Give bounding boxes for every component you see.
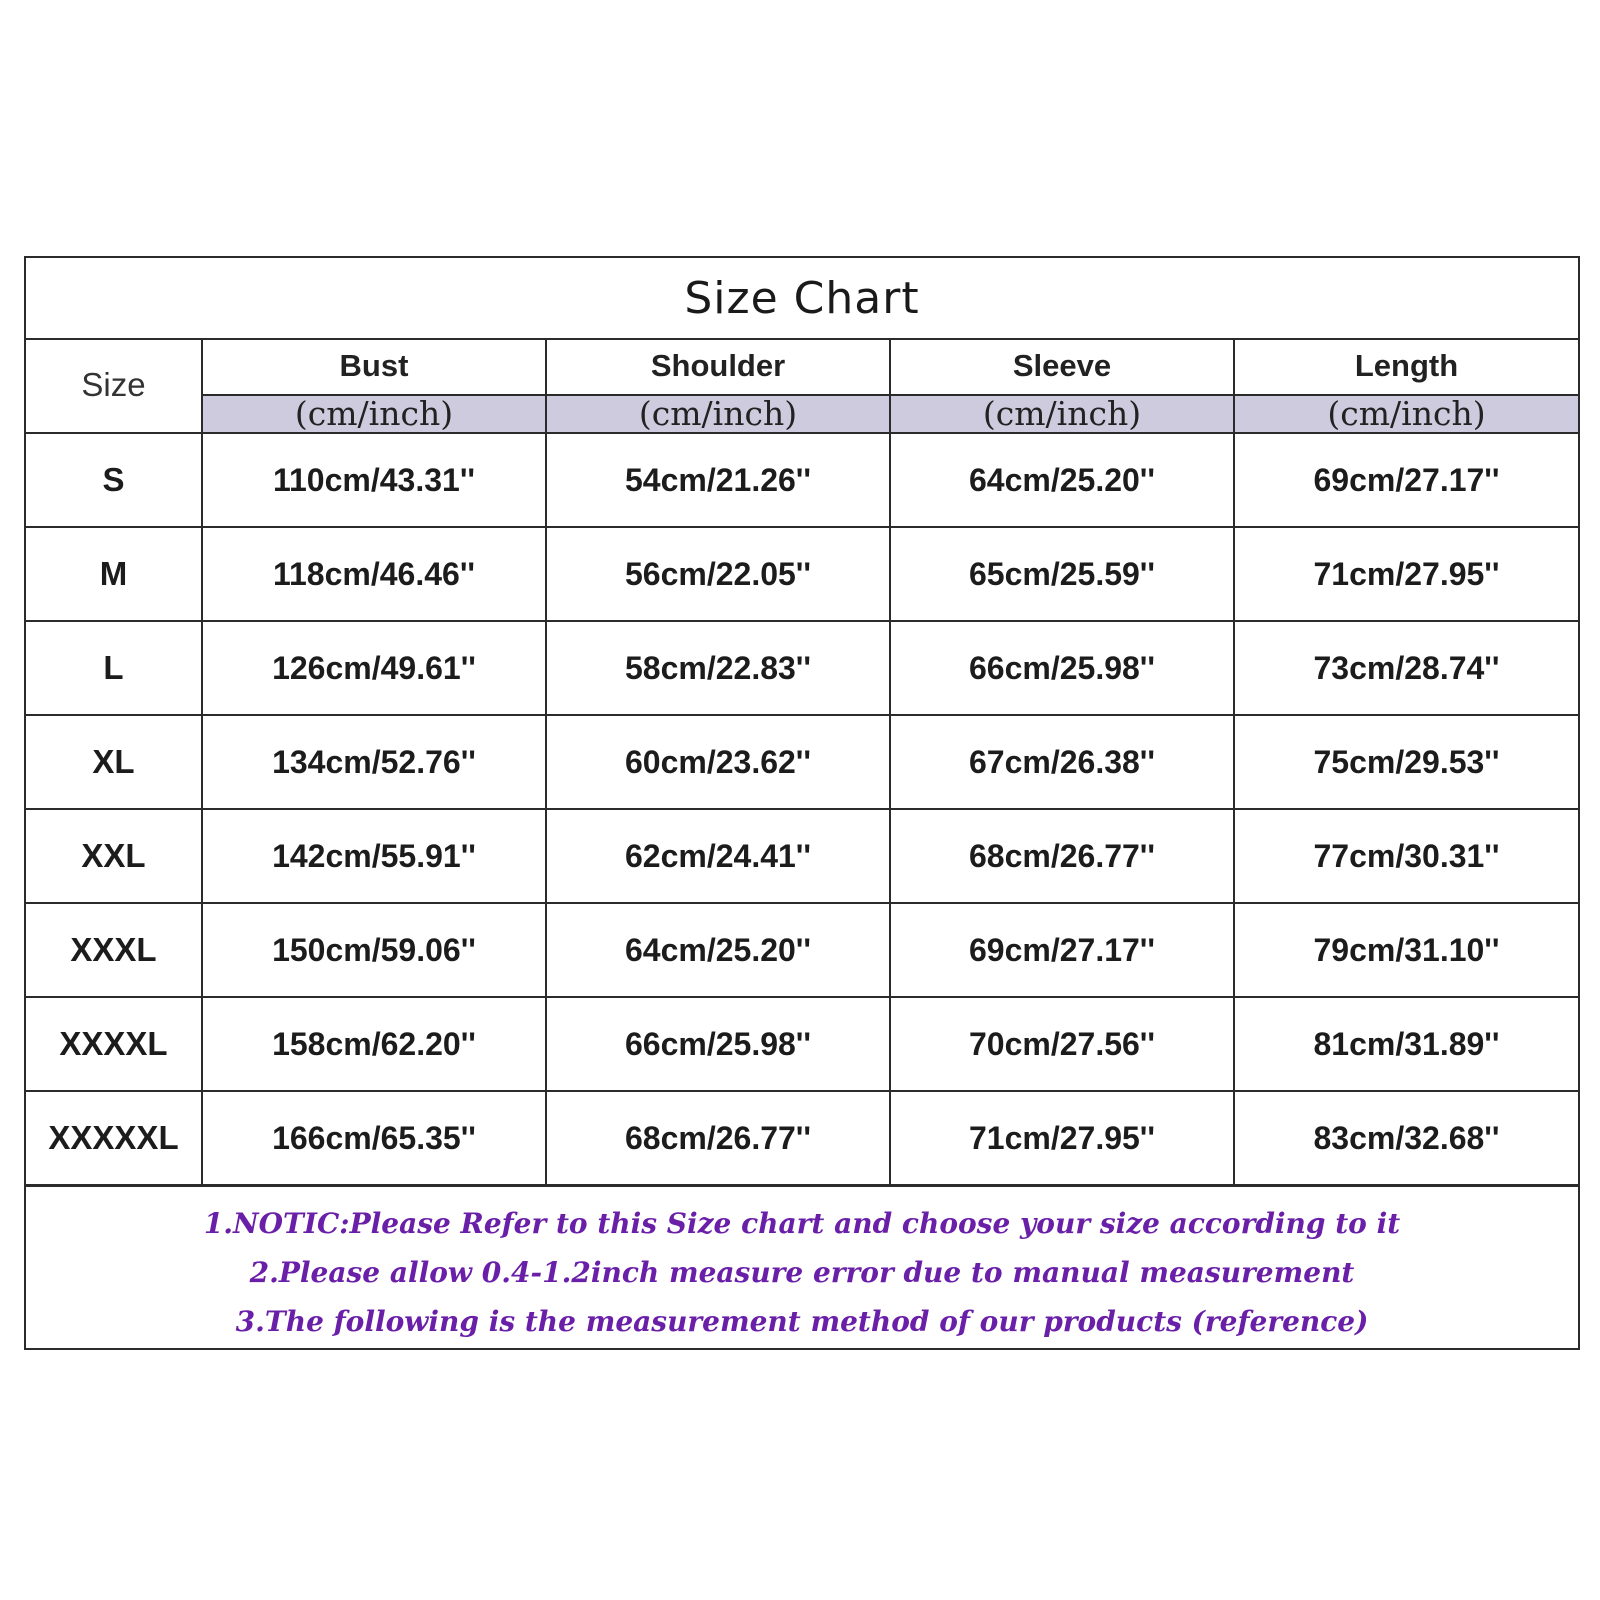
size-cell: XXL	[26, 809, 202, 903]
size-cell: XL	[26, 715, 202, 809]
sleeve-cell: 67cm/26.38''	[890, 715, 1234, 809]
sleeve-unit-label: (cm/inch)	[890, 395, 1234, 433]
shoulder-cell: 64cm/25.20''	[546, 903, 890, 997]
shoulder-unit-label: (cm/inch)	[546, 395, 890, 433]
sleeve-cell: 70cm/27.56''	[890, 997, 1234, 1091]
table-row	[26, 715, 1578, 809]
length-column-header: Length	[1234, 338, 1578, 395]
shoulder-cell: 56cm/22.05''	[546, 527, 890, 621]
table-row	[26, 621, 1578, 715]
table-row	[26, 809, 1578, 903]
bust-cell: 134cm/52.76''	[202, 715, 546, 809]
length-cell: 75cm/29.53''	[1234, 715, 1578, 809]
size-cell: L	[26, 621, 202, 715]
length-cell: 77cm/30.31''	[1234, 809, 1578, 903]
note-line: 3.The following is the measurement method of our products (reference)	[235, 1305, 1369, 1338]
header-row	[26, 338, 1578, 395]
sleeve-cell: 69cm/27.17''	[890, 903, 1234, 997]
shoulder-cell: 60cm/23.62''	[546, 715, 890, 809]
table-row	[26, 433, 1578, 527]
length-cell: 79cm/31.10''	[1234, 903, 1578, 997]
table-row	[26, 997, 1578, 1091]
chart-title: Size Chart	[26, 258, 1578, 340]
shoulder-column-header: Shoulder	[546, 338, 890, 395]
shoulder-cell: 66cm/25.98''	[546, 997, 890, 1091]
size-cell: XXXL	[26, 903, 202, 997]
bust-cell: 126cm/49.61''	[202, 621, 546, 715]
sleeve-cell: 71cm/27.95''	[890, 1091, 1234, 1185]
bust-column-header: Bust	[202, 338, 546, 395]
bust-cell: 142cm/55.91''	[202, 809, 546, 903]
size-cell: S	[26, 433, 202, 527]
length-unit-label: (cm/inch)	[1234, 395, 1578, 433]
size-cell: XXXXL	[26, 997, 202, 1091]
notes-section	[26, 1185, 1578, 1348]
sleeve-cell: 68cm/26.77''	[890, 809, 1234, 903]
size-chart	[24, 256, 1580, 1350]
length-cell: 83cm/32.68''	[1234, 1091, 1578, 1185]
bust-cell: 150cm/59.06''	[202, 903, 546, 997]
sleeve-cell: 65cm/25.59''	[890, 527, 1234, 621]
shoulder-cell: 68cm/26.77''	[546, 1091, 890, 1185]
unit-row	[26, 395, 1578, 433]
note-line: 2.Please allow 0.4-1.2inch measure error due to manual measurement	[249, 1256, 1355, 1289]
sleeve-cell: 64cm/25.20''	[890, 433, 1234, 527]
note-line: 1.NOTIC:Please Refer to this Size chart and choose your size according to it	[203, 1207, 1401, 1240]
sleeve-column-header: Sleeve	[890, 338, 1234, 395]
table-row	[26, 903, 1578, 997]
shoulder-cell: 62cm/24.41''	[546, 809, 890, 903]
length-cell: 81cm/31.89''	[1234, 997, 1578, 1091]
bust-cell: 158cm/62.20''	[202, 997, 546, 1091]
table-row	[26, 1091, 1578, 1185]
shoulder-cell: 54cm/21.26''	[546, 433, 890, 527]
bust-cell: 166cm/65.35''	[202, 1091, 546, 1185]
bust-cell: 118cm/46.46''	[202, 527, 546, 621]
bust-cell: 110cm/43.31''	[202, 433, 546, 527]
length-cell: 73cm/28.74''	[1234, 621, 1578, 715]
shoulder-cell: 58cm/22.83''	[546, 621, 890, 715]
size-cell: M	[26, 527, 202, 621]
table-row	[26, 527, 1578, 621]
length-cell: 69cm/27.17''	[1234, 433, 1578, 527]
size-column-header: Size	[26, 338, 202, 433]
bust-unit-label: (cm/inch)	[202, 395, 546, 433]
sleeve-cell: 66cm/25.98''	[890, 621, 1234, 715]
length-cell: 71cm/27.95''	[1234, 527, 1578, 621]
size-table	[26, 338, 1578, 1186]
size-cell: XXXXXL	[26, 1091, 202, 1185]
